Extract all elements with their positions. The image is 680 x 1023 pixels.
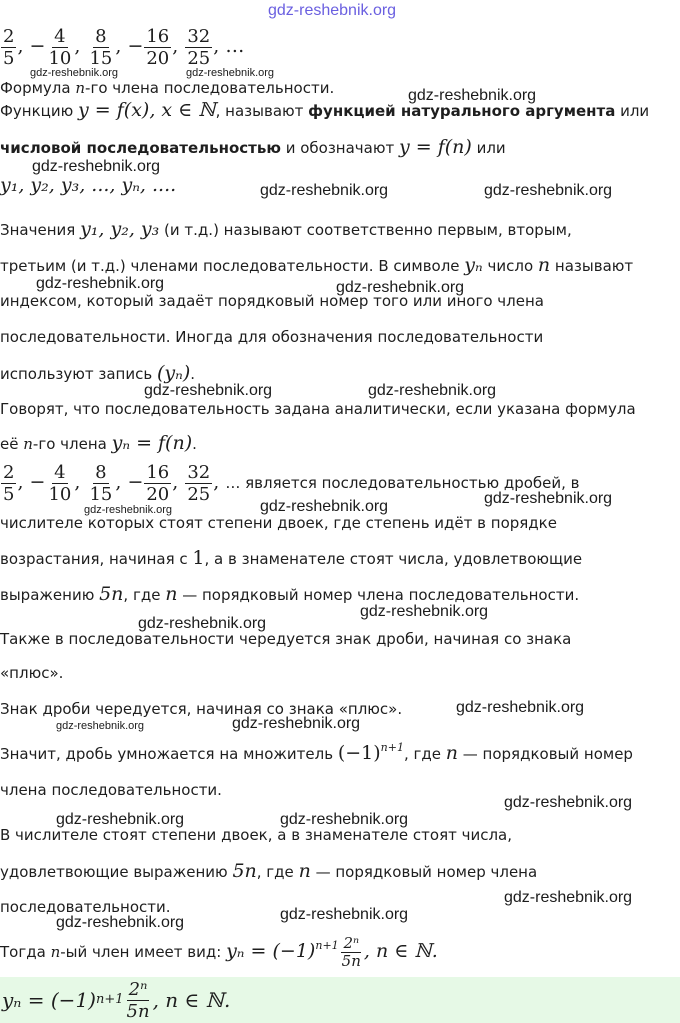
watermark: gdz-reshebnik.org — [260, 498, 389, 515]
watermark: gdz-reshebnik.org — [360, 603, 489, 620]
watermark: gdz-reshebnik.org — [368, 382, 497, 399]
numerator: 2 — [3, 462, 15, 483]
watermark: gdz-reshebnik.org — [232, 715, 361, 732]
denominator: 5 — [3, 484, 15, 505]
text-line: Также в последовательности чередуется знак дроби, начиная со знака — [0, 630, 572, 648]
text-line: третьим (и т.д.) членами последовательности. В символе yₙ число n называют — [0, 254, 634, 276]
sequence-line-2: $\frac{2}{5}$ , − $\frac{4}{10}$ , $\frac{8}{15}$ , − $\frac{16}{20}$ , $\frac{32}{25}$ , … является последовательностью дробей, в — [3, 462, 580, 505]
fraction-4 — [144, 462, 171, 505]
watermark: gdz-reshebnik.org — [32, 158, 161, 175]
fraction-2 — [46, 462, 73, 505]
denominator: 25 — [187, 484, 211, 505]
watermark: gdz-reshebnik.org — [408, 87, 537, 104]
text-line: Говорят, что последовательность задана аналитически, если указана формула — [0, 400, 636, 418]
denominator: 5n — [126, 1000, 150, 1022]
denominator: 20 — [146, 484, 170, 505]
watermark: gdz-reshebnik.org — [484, 490, 613, 507]
denominator: 15 — [89, 48, 113, 69]
fraction-5 — [185, 462, 212, 505]
watermark: gdz-reshebnik.org — [504, 889, 633, 906]
fraction-2 — [46, 26, 73, 69]
text-line: Тогда n-ый член имеет вид: $y_n = (-1)^{n+1}$ $\frac{\text{2ⁿ}}{5n}$ , n ∈ ℕ. — [0, 934, 438, 970]
denominator: 15 — [89, 484, 113, 505]
text-line: индексом, который задаёт порядковый номер того или иного члена — [0, 292, 544, 310]
denominator: 5 — [3, 48, 15, 69]
watermark: gdz-reshebnik.org — [36, 275, 165, 292]
watermark: gdz-reshebnik.org — [84, 504, 173, 516]
watermark: gdz-reshebnik.org — [30, 67, 119, 79]
text-line: используют запись (yₙ). — [0, 362, 196, 384]
text-line: удовлетвоющие выражению 5n, где n — порядковый номер члена — [0, 860, 538, 882]
text-line: В числителе стоят степени двоек, а в знаменателе стоят числа, — [0, 826, 513, 844]
numerator: 2ⁿ — [128, 978, 148, 1000]
text-line: последовательности. — [0, 898, 171, 916]
fraction-4 — [144, 26, 171, 69]
watermark: gdz-reshebnik.org — [280, 906, 409, 923]
denominator: 25 — [187, 48, 211, 69]
fraction-1 — [1, 26, 16, 69]
watermark: gdz-reshebnik.org — [484, 182, 613, 199]
numerator: 4 — [54, 26, 66, 47]
watermark: gdz-reshebnik.org — [56, 720, 145, 732]
fraction-1 — [1, 462, 16, 505]
denominator: 20 — [146, 48, 170, 69]
watermark: gdz-reshebnik.org — [144, 382, 273, 399]
denominator: 5n — [341, 952, 361, 970]
text-line: Знак дроби чередуется, начиная со знака «плюс». — [0, 700, 403, 718]
denominator: 10 — [48, 484, 72, 505]
text-line: члена последовательности. — [0, 781, 222, 799]
text-line: «плюс». — [0, 664, 64, 682]
watermark: gdz-reshebnik.org — [280, 811, 409, 828]
answer-box — [0, 977, 680, 1023]
numerator: 32 — [187, 26, 211, 47]
text-line: возрастания, начиная с 1, а в знаменателе стоят числа, удовлетвоющие — [0, 547, 583, 569]
fraction-3 — [87, 462, 114, 505]
answer-formula: yₙ = (−1) n+1 $\frac{\text{2ⁿ}}{5n}$ , n ∈ ℕ. — [2, 978, 231, 1022]
fraction-3 — [87, 26, 114, 69]
text-line: выражению 5n, где n — порядковый номер члена последовательности. — [0, 583, 580, 605]
watermark: gdz-reshebnik.org — [336, 279, 465, 296]
numerator: 32 — [187, 462, 211, 483]
text-line: Функцию y = f(x), x ∈ ℕ, называют функцией натурального аргумента или — [0, 99, 650, 121]
numerator: 8 — [95, 462, 107, 483]
numerator: 16 — [146, 462, 170, 483]
watermark-top: gdz-reshebnik.org — [268, 2, 397, 19]
ellipsis: … — [225, 35, 245, 57]
formula-fraction — [340, 935, 363, 970]
sequence-line-1: $\frac{2}{5}$ , − $\frac{4}{10}$ , $\frac{8}{15}$ , − $\frac{16}{20}$ , $\frac{32}{25}$ , … — [3, 26, 245, 69]
text-line: числителе которых стоят степени двоек, где степень идёт в порядке — [0, 514, 557, 532]
text-line: её n-го члена yₙ = f(n). — [0, 432, 197, 454]
numerator: 4 — [54, 462, 66, 483]
text-line: Значения y₁, y₂, y₃ (и т.д.) называют соответственно первым, вторым, — [0, 218, 572, 240]
numerator: 16 — [146, 26, 170, 47]
numerator: 2 — [3, 26, 15, 47]
watermark: gdz-reshebnik.org — [138, 615, 267, 632]
watermark: gdz-reshebnik.org — [56, 914, 185, 931]
watermark: gdz-reshebnik.org — [456, 699, 585, 716]
watermark: gdz-reshebnik.org — [260, 182, 389, 199]
sequence-description: … является последовательностью дробей, в — [225, 474, 580, 492]
watermark: gdz-reshebnik.org — [56, 811, 185, 828]
numerator: 2ⁿ — [343, 934, 360, 952]
denominator: 10 — [48, 48, 72, 69]
text-line: Значит, дробь умножается на множитель $(-1)^{n+1}$, где n — порядковый номер — [0, 741, 633, 764]
text-line: числовой последовательностью и обозначают y = f(n) или — [0, 136, 506, 158]
watermark: gdz-reshebnik.org — [186, 67, 275, 79]
answer-fraction — [125, 979, 152, 1022]
numerator: 8 — [95, 26, 107, 47]
fraction-5 — [185, 26, 212, 69]
text-line: Формула n-го члена последовательности. — [0, 79, 335, 97]
watermark: gdz-reshebnik.org — [504, 794, 633, 811]
text-line: y₁, y₂, y₃, ..., yₙ, .... — [0, 174, 177, 196]
text-line: последовательности. Иногда для обозначения последовательности — [0, 328, 544, 346]
